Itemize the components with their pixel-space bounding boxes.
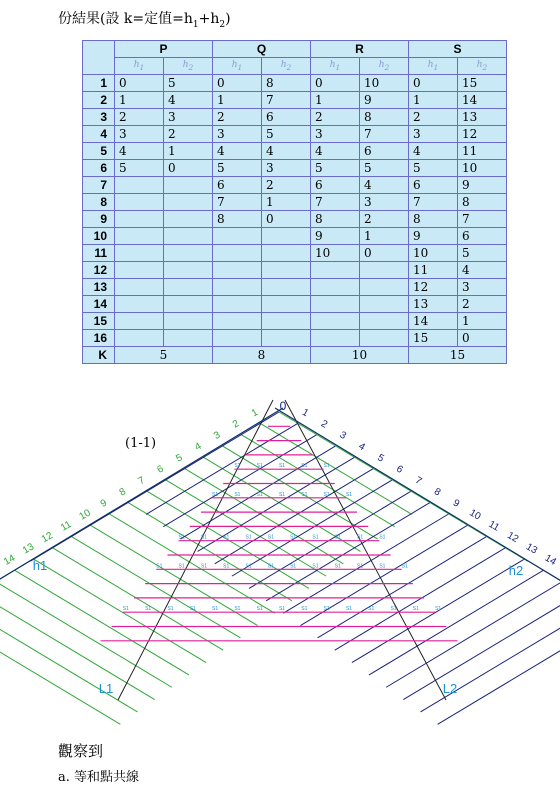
value-cell bbox=[115, 211, 164, 228]
value-cell: 1 bbox=[164, 143, 213, 160]
value-cell bbox=[115, 330, 164, 347]
value-cell: 5 bbox=[311, 160, 360, 177]
value-cell: 9 bbox=[409, 228, 458, 245]
h1-tick-label: 5 bbox=[174, 452, 185, 465]
result-grid bbox=[82, 40, 507, 364]
value-cell: 0 bbox=[164, 160, 213, 177]
point-label: S1 bbox=[323, 606, 330, 613]
value-cell: 4 bbox=[409, 143, 458, 160]
value-cell: 7 bbox=[409, 194, 458, 211]
table-row bbox=[83, 211, 507, 228]
value-cell bbox=[213, 279, 262, 296]
value-cell: 10 bbox=[360, 75, 409, 92]
value-cell: 1 bbox=[262, 194, 311, 211]
value-cell: 2 bbox=[164, 126, 213, 143]
l1-label: L1 bbox=[98, 681, 114, 696]
point-label: S1 bbox=[234, 606, 241, 613]
value-cell bbox=[360, 313, 409, 330]
point-label: S1 bbox=[245, 563, 252, 570]
row-label: 6 bbox=[83, 160, 115, 177]
h1-tick-label: 8 bbox=[117, 486, 128, 499]
table-row bbox=[83, 177, 507, 194]
point-label: S1 bbox=[156, 563, 163, 570]
value-cell: 6 bbox=[213, 177, 262, 194]
value-cell bbox=[164, 330, 213, 347]
table-row bbox=[83, 330, 507, 347]
value-cell: 2 bbox=[458, 296, 507, 313]
group-header: S bbox=[409, 41, 507, 58]
value-cell: 3 bbox=[360, 194, 409, 211]
point-label: S1 bbox=[278, 463, 286, 470]
h2-tick-label: 6 bbox=[394, 463, 405, 476]
table-row bbox=[83, 126, 507, 143]
h1-label: h1 bbox=[32, 558, 48, 573]
triangle-diagram bbox=[0, 390, 560, 730]
value-cell: 9 bbox=[360, 92, 409, 109]
value-cell bbox=[115, 279, 164, 296]
subheader-cell: $h_2$ bbox=[262, 58, 311, 75]
value-cell bbox=[164, 245, 213, 262]
k-value: 8 bbox=[213, 347, 311, 364]
point-label: S1 bbox=[301, 463, 308, 470]
value-cell bbox=[164, 279, 213, 296]
value-cell bbox=[262, 262, 311, 279]
navy-line bbox=[163, 435, 316, 527]
value-cell: 8 bbox=[262, 75, 311, 92]
value-cell bbox=[213, 330, 262, 347]
value-cell bbox=[213, 313, 262, 330]
navy-line bbox=[318, 534, 487, 638]
value-cell: 4 bbox=[164, 92, 213, 109]
green-line bbox=[0, 604, 138, 712]
point-label: S1 bbox=[223, 563, 230, 570]
point-label: S1 bbox=[212, 606, 219, 613]
value-cell: 3 bbox=[213, 126, 262, 143]
value-cell: 4 bbox=[311, 143, 360, 160]
value-cell: 3 bbox=[409, 126, 458, 143]
h2-axis bbox=[275, 408, 560, 630]
value-cell bbox=[262, 228, 311, 245]
value-cell: 12 bbox=[458, 126, 507, 143]
row-label: 1 bbox=[83, 75, 115, 92]
value-cell bbox=[262, 245, 311, 262]
group-header: P bbox=[115, 41, 213, 58]
value-cell bbox=[213, 245, 262, 262]
value-cell bbox=[115, 228, 164, 245]
point-label: S1 bbox=[412, 606, 419, 613]
row-label: 8 bbox=[83, 194, 115, 211]
row-label: 3 bbox=[83, 109, 115, 126]
value-cell: 2 bbox=[115, 109, 164, 126]
point-label: S1 bbox=[245, 534, 252, 541]
value-cell: 0 bbox=[115, 75, 164, 92]
k-label: K bbox=[83, 347, 115, 364]
value-cell: 1 bbox=[360, 228, 409, 245]
value-cell: 7 bbox=[311, 194, 360, 211]
value-cell bbox=[164, 262, 213, 279]
value-cell: 11 bbox=[458, 143, 507, 160]
h1-tick-label: 14 bbox=[2, 552, 18, 568]
value-cell: 7 bbox=[262, 92, 311, 109]
observation-item-a: a. 等和點共線 bbox=[58, 770, 140, 785]
value-cell: 0 bbox=[262, 211, 311, 228]
h2-tick-label: 14 bbox=[542, 552, 558, 568]
point-label: S1 bbox=[256, 491, 263, 498]
value-cell: 13 bbox=[409, 296, 458, 313]
value-cell: 0 bbox=[458, 330, 507, 347]
table-row bbox=[83, 160, 507, 177]
h2-tick-label: 9 bbox=[450, 497, 462, 510]
navy-line bbox=[215, 469, 374, 564]
h2-tick-label: 4 bbox=[356, 440, 367, 454]
value-cell: 1 bbox=[409, 92, 458, 109]
value-cell: 3 bbox=[458, 279, 507, 296]
k-value: 5 bbox=[115, 347, 213, 364]
k-value: 15 bbox=[409, 347, 507, 364]
l2-label: L2 bbox=[442, 681, 458, 696]
point-label: S1 bbox=[368, 606, 375, 613]
point-label: S1 bbox=[256, 606, 263, 613]
green-line bbox=[0, 616, 120, 725]
value-cell: 3 bbox=[164, 109, 213, 126]
row-label: 12 bbox=[83, 262, 115, 279]
value-cell bbox=[213, 228, 262, 245]
point-label: S1 bbox=[145, 606, 152, 613]
value-cell bbox=[164, 177, 213, 194]
table-row bbox=[83, 262, 507, 279]
point-label: S1 bbox=[334, 563, 341, 570]
navy-line bbox=[420, 604, 560, 712]
point-label: S1 bbox=[379, 563, 386, 570]
value-cell: 5 bbox=[458, 245, 507, 262]
subheader-cell: $h_1$ bbox=[409, 58, 458, 75]
point-label: S1 bbox=[357, 534, 364, 541]
subheader-cell: $h_2$ bbox=[458, 58, 507, 75]
table-row bbox=[83, 245, 507, 262]
value-cell: 4 bbox=[360, 177, 409, 194]
table-row bbox=[83, 296, 507, 313]
h1-tick-label: 12 bbox=[39, 530, 55, 546]
value-cell: 8 bbox=[213, 211, 262, 228]
value-cell: 15 bbox=[458, 75, 507, 92]
value-cell: 0 bbox=[213, 75, 262, 92]
row-label: 10 bbox=[83, 228, 115, 245]
point-label: S1 bbox=[189, 606, 196, 613]
table-row bbox=[83, 92, 507, 109]
value-cell: 8 bbox=[409, 211, 458, 228]
value-cell bbox=[311, 296, 360, 313]
h2-tick-label: 13 bbox=[523, 541, 540, 557]
value-cell bbox=[115, 194, 164, 211]
point-label: S1 bbox=[200, 563, 207, 570]
value-cell: 5 bbox=[213, 160, 262, 177]
value-cell: 11 bbox=[409, 262, 458, 279]
green-line bbox=[71, 534, 240, 638]
row-label: 9 bbox=[83, 211, 115, 228]
value-cell: 1 bbox=[458, 313, 507, 330]
h1-tick-label: 9 bbox=[98, 497, 110, 510]
value-cell: 10 bbox=[409, 245, 458, 262]
point-label: S1 bbox=[178, 534, 185, 541]
value-cell bbox=[115, 177, 164, 194]
value-cell: 7 bbox=[213, 194, 262, 211]
point-label: S1 bbox=[357, 563, 364, 570]
point-label: S1 bbox=[345, 491, 352, 498]
table-row bbox=[83, 143, 507, 160]
value-cell: 14 bbox=[458, 92, 507, 109]
h2-tick-label: 11 bbox=[486, 518, 502, 534]
row-label: 4 bbox=[83, 126, 115, 143]
value-cell: 3 bbox=[311, 126, 360, 143]
point-label: S1 bbox=[278, 606, 286, 613]
value-cell: 0 bbox=[360, 245, 409, 262]
value-cell bbox=[360, 296, 409, 313]
h2-label: h2 bbox=[508, 563, 524, 578]
navy-line bbox=[403, 593, 560, 700]
row-label: 13 bbox=[83, 279, 115, 296]
row-label: 2 bbox=[83, 92, 115, 109]
value-cell: 1 bbox=[311, 92, 360, 109]
value-cell bbox=[311, 279, 360, 296]
point-label: S1 bbox=[256, 463, 263, 470]
value-cell bbox=[164, 313, 213, 330]
group-header: R bbox=[311, 41, 409, 58]
group-header: Q bbox=[213, 41, 311, 58]
value-cell: 6 bbox=[360, 143, 409, 160]
green-line bbox=[128, 503, 292, 601]
point-label: S1 bbox=[212, 491, 219, 498]
value-cell: 6 bbox=[262, 109, 311, 126]
point-label: S1 bbox=[290, 534, 297, 541]
value-cell: 15 bbox=[409, 330, 458, 347]
table-row bbox=[83, 313, 507, 330]
value-cell: 6 bbox=[409, 177, 458, 194]
value-cell: 5 bbox=[262, 126, 311, 143]
value-cell: 1 bbox=[213, 92, 262, 109]
table-row bbox=[83, 109, 507, 126]
value-cell: 3 bbox=[115, 126, 164, 143]
value-cell: 6 bbox=[311, 177, 360, 194]
value-cell: 2 bbox=[311, 109, 360, 126]
value-cell bbox=[262, 296, 311, 313]
point-label: S1 bbox=[267, 534, 274, 541]
value-cell bbox=[115, 296, 164, 313]
h2-tick-label: 2 bbox=[318, 418, 330, 431]
value-cell: 3 bbox=[262, 160, 311, 177]
value-cell: 2 bbox=[360, 211, 409, 228]
value-cell bbox=[311, 262, 360, 279]
value-cell bbox=[262, 313, 311, 330]
value-cell: 12 bbox=[409, 279, 458, 296]
h2-tick-label: 5 bbox=[375, 452, 386, 465]
row-label: 5 bbox=[83, 143, 115, 160]
value-cell bbox=[115, 245, 164, 262]
page-title: 份結果(設 k=定值$=h_1+h_2$) bbox=[58, 11, 231, 30]
value-cell bbox=[115, 313, 164, 330]
subheader-cell: $h_2$ bbox=[360, 58, 409, 75]
value-cell bbox=[311, 313, 360, 330]
value-cell: 4 bbox=[458, 262, 507, 279]
subheader-cell: $h_1$ bbox=[213, 58, 262, 75]
value-cell: 5 bbox=[164, 75, 213, 92]
h1-tick-label: 10 bbox=[77, 507, 93, 523]
h2-tick-label: 12 bbox=[505, 530, 521, 546]
value-cell: 0 bbox=[311, 75, 360, 92]
value-cell bbox=[164, 211, 213, 228]
value-cell bbox=[262, 279, 311, 296]
value-cell bbox=[360, 262, 409, 279]
value-cell bbox=[213, 296, 262, 313]
value-cell: 9 bbox=[458, 177, 507, 194]
point-label: S1 bbox=[290, 563, 297, 570]
point-label: S1 bbox=[223, 534, 230, 541]
point-label: S1 bbox=[234, 463, 241, 470]
k-value: 10 bbox=[311, 347, 409, 364]
value-cell bbox=[213, 262, 262, 279]
value-cell: 5 bbox=[409, 160, 458, 177]
h1-tick-label: 4 bbox=[193, 440, 204, 454]
point-label: S1 bbox=[401, 563, 408, 570]
navy-line bbox=[198, 457, 355, 551]
value-cell bbox=[164, 296, 213, 313]
h2-tick-label: 8 bbox=[432, 486, 443, 499]
table-row bbox=[83, 279, 507, 296]
value-cell: 9 bbox=[311, 228, 360, 245]
value-cell: 2 bbox=[262, 177, 311, 194]
value-cell: 5 bbox=[360, 160, 409, 177]
subheader-cell: $h_1$ bbox=[311, 58, 360, 75]
green-line bbox=[15, 570, 189, 674]
point-label: S1 bbox=[234, 491, 241, 498]
value-cell bbox=[115, 262, 164, 279]
table-row bbox=[83, 194, 507, 211]
h2-tick-label: 3 bbox=[337, 429, 349, 442]
value-cell: 10 bbox=[458, 160, 507, 177]
value-cell: 13 bbox=[458, 109, 507, 126]
green-line bbox=[185, 469, 344, 564]
h2-tick-label: 10 bbox=[467, 507, 483, 523]
value-cell: 14 bbox=[409, 313, 458, 330]
value-cell: 10 bbox=[311, 245, 360, 262]
point-label: S1 bbox=[301, 606, 308, 613]
subheader-cell: $h_2$ bbox=[164, 58, 213, 75]
point-label: S1 bbox=[312, 563, 319, 570]
value-cell: 8 bbox=[360, 109, 409, 126]
point-label: S1 bbox=[178, 563, 185, 570]
row-label: 14 bbox=[83, 296, 115, 313]
table-row bbox=[83, 75, 507, 92]
point-label: S1 bbox=[167, 606, 174, 613]
point-label: S1 bbox=[390, 606, 397, 613]
result-table bbox=[82, 40, 507, 364]
value-cell: 5 bbox=[115, 160, 164, 177]
h1-tick-label: 6 bbox=[155, 463, 166, 476]
h1-tick-label: 13 bbox=[20, 541, 37, 557]
h1-tick-label: 3 bbox=[211, 429, 223, 442]
point-label: S1 bbox=[323, 491, 330, 498]
h1-tick-label: 11 bbox=[58, 518, 74, 534]
figure-label: (1-1) bbox=[125, 436, 157, 451]
point-label: S1 bbox=[267, 563, 274, 570]
row-label: 11 bbox=[83, 245, 115, 262]
value-cell bbox=[360, 279, 409, 296]
h1-tick-label: 1 bbox=[249, 407, 261, 420]
row-label: 7 bbox=[83, 177, 115, 194]
value-cell bbox=[262, 330, 311, 347]
point-label: S1 bbox=[435, 606, 442, 613]
row-label: 15 bbox=[83, 313, 115, 330]
value-cell: 2 bbox=[213, 109, 262, 126]
h2-tick-label: 7 bbox=[413, 474, 424, 488]
value-cell: 7 bbox=[360, 126, 409, 143]
point-label: S1 bbox=[379, 534, 386, 541]
green-line bbox=[53, 548, 224, 650]
point-label: S1 bbox=[334, 534, 341, 541]
h1-tick-label: 7 bbox=[136, 474, 147, 488]
point-label: S1 bbox=[278, 491, 286, 498]
value-cell: 8 bbox=[311, 211, 360, 228]
value-cell: 4 bbox=[262, 143, 311, 160]
point-label: S1 bbox=[122, 606, 129, 613]
value-cell bbox=[311, 330, 360, 347]
value-cell: 4 bbox=[213, 143, 262, 160]
navy-line bbox=[369, 570, 543, 674]
value-cell bbox=[164, 228, 213, 245]
point-label: S1 bbox=[323, 463, 330, 470]
subheader-cell: $h_1$ bbox=[115, 58, 164, 75]
point-label: S1 bbox=[345, 606, 352, 613]
green-line bbox=[241, 435, 394, 527]
row-label: 16 bbox=[83, 330, 115, 347]
value-cell: 2 bbox=[409, 109, 458, 126]
value-cell: 7 bbox=[458, 211, 507, 228]
value-cell: 8 bbox=[458, 194, 507, 211]
h2-tick-label: 1 bbox=[299, 407, 311, 420]
value-cell: 1 bbox=[115, 92, 164, 109]
apex-label: 0 bbox=[279, 399, 287, 413]
green-line bbox=[0, 593, 155, 700]
h1-tick-label: 2 bbox=[230, 418, 242, 431]
observation-heading: 觀察到 bbox=[58, 742, 104, 760]
point-label: S1 bbox=[312, 534, 319, 541]
point-label: S1 bbox=[200, 534, 207, 541]
corner-cell bbox=[83, 41, 115, 75]
green-line bbox=[34, 559, 206, 662]
value-cell bbox=[164, 194, 213, 211]
value-cell: 6 bbox=[458, 228, 507, 245]
value-cell: 4 bbox=[115, 143, 164, 160]
navy-line bbox=[438, 616, 560, 725]
value-cell bbox=[360, 330, 409, 347]
table-row bbox=[83, 228, 507, 245]
point-label: S1 bbox=[301, 491, 308, 498]
value-cell: 0 bbox=[409, 75, 458, 92]
